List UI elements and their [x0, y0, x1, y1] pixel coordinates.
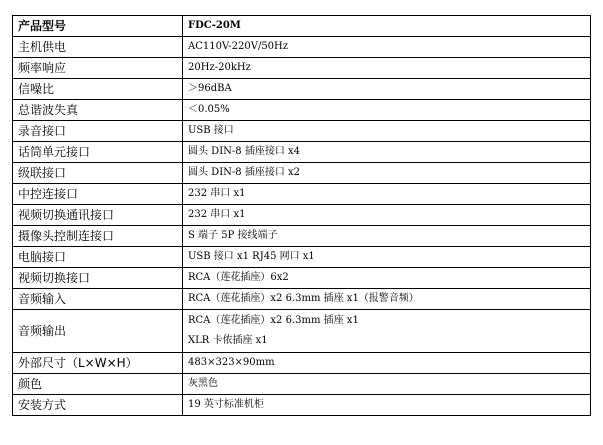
- row-label-snr: 信噪比: [13, 79, 183, 100]
- table-row: [13, 37, 591, 58]
- table-row: [13, 163, 591, 184]
- audio-output-line-2: XLR 卡侬插座 x1: [188, 335, 268, 346]
- row-label-cascade-interface: 级联接口: [13, 163, 183, 184]
- row-label-dimensions: 外部尺寸（L×W×H）: [13, 353, 183, 374]
- header-label: 产品型号: [13, 16, 183, 37]
- table-row: [13, 310, 591, 353]
- row-label-thd: 总谐波失真: [13, 100, 183, 121]
- table-row: [13, 58, 591, 79]
- row-value-computer-interface: USB 接口 x1 RJ45 网口 x1: [183, 247, 591, 268]
- row-label-power: 主机供电: [13, 37, 183, 58]
- row-label-recording-interface: 录音接口: [13, 121, 183, 142]
- table-row: [13, 184, 591, 205]
- row-label-frequency-response: 频率响应: [13, 58, 183, 79]
- row-value-audio-output: [183, 310, 591, 353]
- row-value-audio-input: RCA（莲花插座）x2 6.3mm 插座 x1（报警音频）: [183, 289, 591, 310]
- table-row: [13, 205, 591, 226]
- row-value-frequency-response: 20Hz-20kHz: [183, 58, 591, 79]
- row-value-central-control: 232 串口 x1: [183, 184, 591, 205]
- table-header-row: [13, 16, 591, 37]
- row-label-audio-output: 音频输出: [13, 310, 183, 353]
- row-label-color: 颜色: [13, 374, 183, 395]
- table-row: [13, 353, 591, 374]
- row-value-recording-interface: USB 接口: [183, 121, 591, 142]
- row-value-camera-control: S 端子 5P 接线端子: [183, 226, 591, 247]
- table-row: [13, 374, 591, 395]
- row-value-color: 灰黑色: [183, 374, 591, 395]
- spec-table: [12, 15, 591, 416]
- table-row: [13, 226, 591, 247]
- row-value-power: AC110V-220V/50Hz: [183, 37, 591, 58]
- row-label-video-switch-interface: 视频切换接口: [13, 268, 183, 289]
- row-value-video-switch-interface: RCA（莲花插座）6x2: [183, 268, 591, 289]
- row-label-installation: 安装方式: [13, 395, 183, 416]
- row-label-video-switch-comm: 视频切换通讯接口: [13, 205, 183, 226]
- table-row: [13, 289, 591, 310]
- audio-output-line-1: RCA（莲花插座）x2 6.3mm 插座 x1: [188, 315, 359, 326]
- table-row: [13, 142, 591, 163]
- row-value-snr: ＞96dBA: [183, 79, 591, 100]
- row-value-installation: 19 英寸标准机柜: [183, 395, 591, 416]
- row-label-computer-interface: 电脑接口: [13, 247, 183, 268]
- row-value-mic-unit-interface: 圆头 DIN-8 插座接口 x4: [183, 142, 591, 163]
- table-row: [13, 79, 591, 100]
- row-value-cascade-interface: 圆头 DIN-8 插座接口 x2: [183, 163, 591, 184]
- table-row: [13, 100, 591, 121]
- table-row: [13, 121, 591, 142]
- row-label-mic-unit-interface: 话筒单元接口: [13, 142, 183, 163]
- row-value-dimensions: 483×323×90mm: [183, 353, 591, 374]
- row-value-thd: ＜0.05%: [183, 100, 591, 121]
- row-label-audio-input: 音频输入: [13, 289, 183, 310]
- table-row: [13, 268, 591, 289]
- row-label-central-control: 中控连接口: [13, 184, 183, 205]
- row-label-camera-control: 摄像头控制连接口: [13, 226, 183, 247]
- table-row: [13, 395, 591, 416]
- row-value-video-switch-comm: 232 串口 x1: [183, 205, 591, 226]
- header-value: FDC-20M: [183, 16, 591, 37]
- table-row: [13, 247, 591, 268]
